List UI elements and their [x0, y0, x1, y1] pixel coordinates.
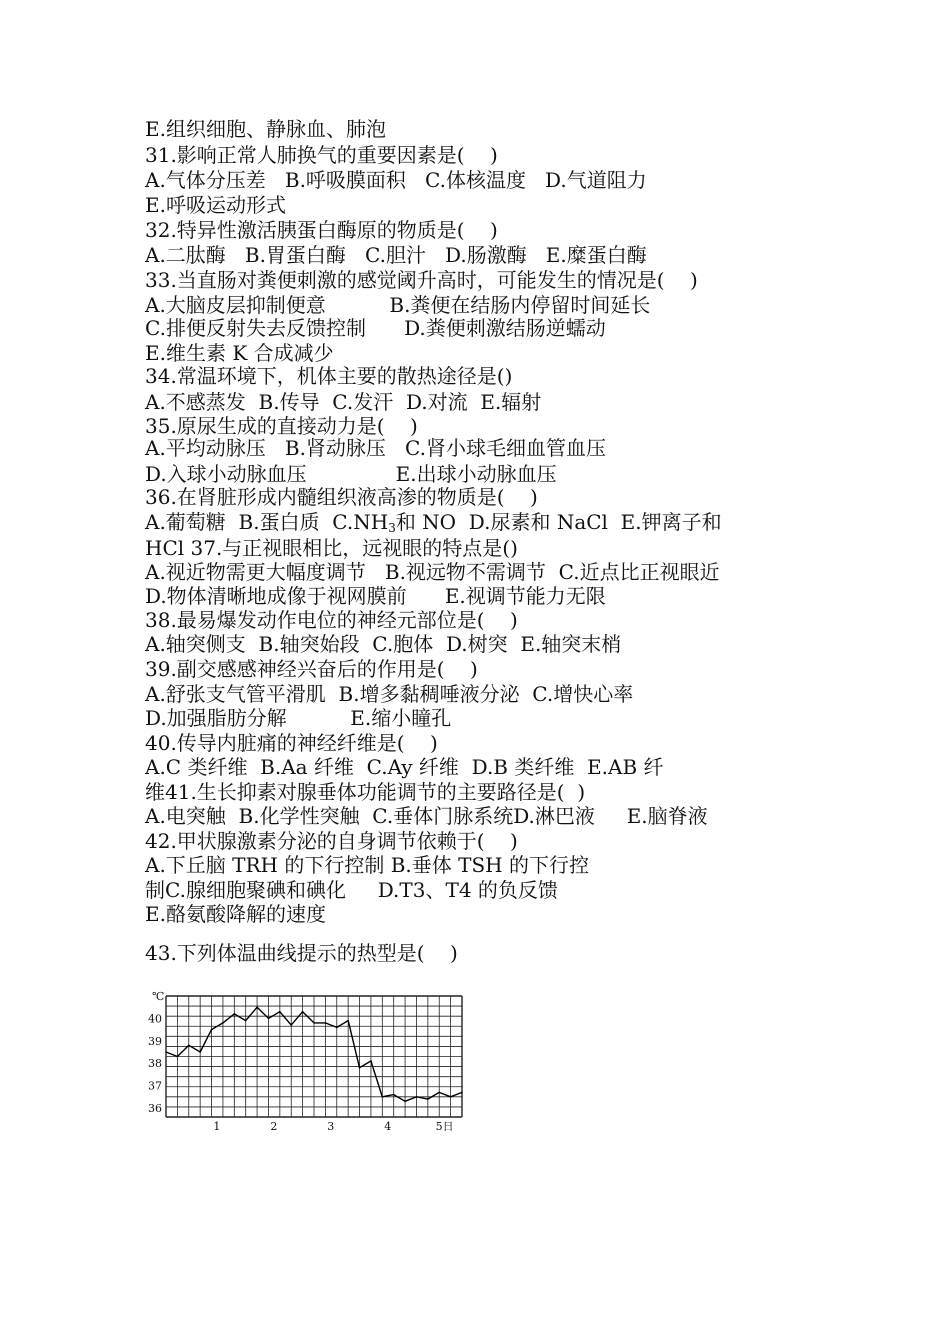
- text-line: A.平均动脉压 B.肾动脉压 C.肾小球毛细血管血压: [145, 436, 606, 460]
- temperature-point: [336, 1027, 338, 1029]
- temperature-point: [313, 1022, 315, 1024]
- text-line: A.下丘脑 TRH 的下行控制 B.垂体 TSH 的下行控: [145, 853, 589, 877]
- text-line: D.入球小动脉血压 E.出球小动脉血压: [145, 462, 557, 486]
- text-line: 40.传导内脏痛的神经纤维是( ): [145, 731, 438, 755]
- text-line: 32.特异性激活胰蛋白酶原的物质是( ): [145, 218, 498, 242]
- temperature-point: [199, 1051, 201, 1053]
- temperature-point: [177, 1056, 179, 1058]
- temperature-point: [461, 1092, 463, 1094]
- temperature-point: [302, 1011, 304, 1013]
- text-line: C.排便反射失去反馈控制 D.粪便刺激结肠逆蠕动: [145, 316, 606, 340]
- text-line: 制C.腺细胞聚碘和碘化 D.T3、T4 的负反馈: [145, 878, 558, 902]
- x-tick-label: 2: [270, 1120, 278, 1133]
- temperature-point: [325, 1022, 327, 1024]
- text-line: 42.甲状腺激素分泌的自身调节依赖于( ): [145, 829, 518, 853]
- text-line: A.电突触 B.化学性突触 C.垂体门脉系统D.淋巴液 E.脑脊液: [145, 804, 708, 828]
- temperature-point: [416, 1096, 418, 1098]
- x-tick-label: 3: [327, 1120, 335, 1133]
- y-tick-label: 39: [148, 1034, 162, 1048]
- text-line: E.酪氨酸降解的速度: [145, 902, 326, 926]
- text-line: D.物体清晰地成像于视网膜前 E.视调节能力无限: [145, 584, 606, 608]
- temperature-point: [165, 1051, 167, 1053]
- y-unit-label: ℃: [152, 990, 165, 1003]
- x-tick-label: 5日: [435, 1120, 454, 1133]
- text-line: A.大脑皮层抑制便意 B.粪便在结肠内停留时间延长: [145, 293, 651, 317]
- text-line: 33.当直肠对粪便刺激的感觉阈升高时，可能发生的情况是( ): [145, 268, 698, 292]
- temperature-point: [370, 1060, 372, 1062]
- temperature-point: [256, 1006, 258, 1008]
- text-line: 35.原尿生成的直接动力是( ): [145, 414, 418, 438]
- temperature-chart: [140, 988, 470, 1133]
- text-line: D.加强脂肪分解 E.缩小瞳孔: [145, 706, 452, 730]
- text-line: A.轴突侧支 B.轴突始段 C.胞体 D.树突 E.轴突末梢: [145, 632, 622, 656]
- text-line: 38.最易爆发动作电位的神经元部位是( ): [145, 608, 518, 632]
- text-line: 维41.生长抑素对腺垂体功能调节的主要路径是( ): [145, 780, 586, 804]
- text-line: 39.副交感感神经兴奋后的作用是( ): [145, 657, 478, 681]
- text-line: 31.影响正常人肺换气的重要因素是( ): [145, 143, 498, 167]
- text-line: HCl 37.与正视眼相比，远视眼的特点是(): [145, 536, 518, 560]
- temperature-point: [359, 1067, 361, 1069]
- text-line: A.葡萄糖 B.蛋白质 $C.NH_3$和 NO D.尿素和 NaCl E.钾离子和: [145, 510, 722, 535]
- temperature-point: [290, 1024, 292, 1026]
- y-tick-label: 38: [148, 1057, 162, 1071]
- text-line: A.视近物需更大幅度调节 B.视远物不需调节 C.近点比正视眼近: [145, 560, 720, 584]
- text-line: A.二肽酶 B.胃蛋白酶 C.胆汁 D.肠激酶 E.糜蛋白酶: [145, 243, 647, 267]
- text-line: A.C 类纤维 B.Aa 纤维 C.Ay 纤维 D.B 类纤维 E.AB 纤: [145, 755, 664, 779]
- text-line: 43.下列体温曲线提示的热型是( ): [145, 941, 458, 965]
- temperature-point: [268, 1018, 270, 1020]
- temperature-chart-svg: [140, 988, 470, 1133]
- temperature-point: [450, 1096, 452, 1098]
- temperature-point: [382, 1096, 384, 1098]
- temperature-point: [211, 1029, 213, 1031]
- text-line: 34.常温环境下，机体主要的散热途径是(): [145, 364, 513, 388]
- text-line: E.维生素 K 合成减少: [145, 341, 334, 365]
- text-line: E.组织细胞、静脉血、肺泡: [145, 117, 386, 141]
- text-line: 36.在肾脏形成内髓组织液高渗的物质是( ): [145, 485, 538, 509]
- temperature-point: [222, 1022, 224, 1024]
- text-line: A.气体分压差 B.呼吸膜面积 C.体核温度 D.气道阻力: [145, 168, 647, 192]
- temperature-point: [347, 1020, 349, 1022]
- temperature-point: [279, 1011, 281, 1013]
- text-line: A.舒张支气管平滑肌 B.增多黏稠唾液分泌 C.增快心率: [145, 682, 634, 706]
- temperature-point: [404, 1101, 406, 1103]
- temperature-point: [438, 1092, 440, 1094]
- y-tick-label: 37: [148, 1079, 162, 1093]
- text-line: A.不感蒸发 B.传导 C.发汗 D.对流 E.辐射: [145, 390, 542, 414]
- temperature-point: [188, 1044, 190, 1046]
- x-tick-label: 4: [384, 1120, 392, 1133]
- y-tick-label: 40: [148, 1012, 162, 1026]
- temperature-point: [234, 1013, 236, 1015]
- x-tick-label: 1: [213, 1120, 221, 1133]
- temperature-point: [245, 1020, 247, 1022]
- temperature-point: [427, 1098, 429, 1100]
- temperature-point: [393, 1094, 395, 1096]
- y-tick-label: 36: [148, 1102, 162, 1116]
- text-line: E.呼吸运动形式: [145, 193, 286, 217]
